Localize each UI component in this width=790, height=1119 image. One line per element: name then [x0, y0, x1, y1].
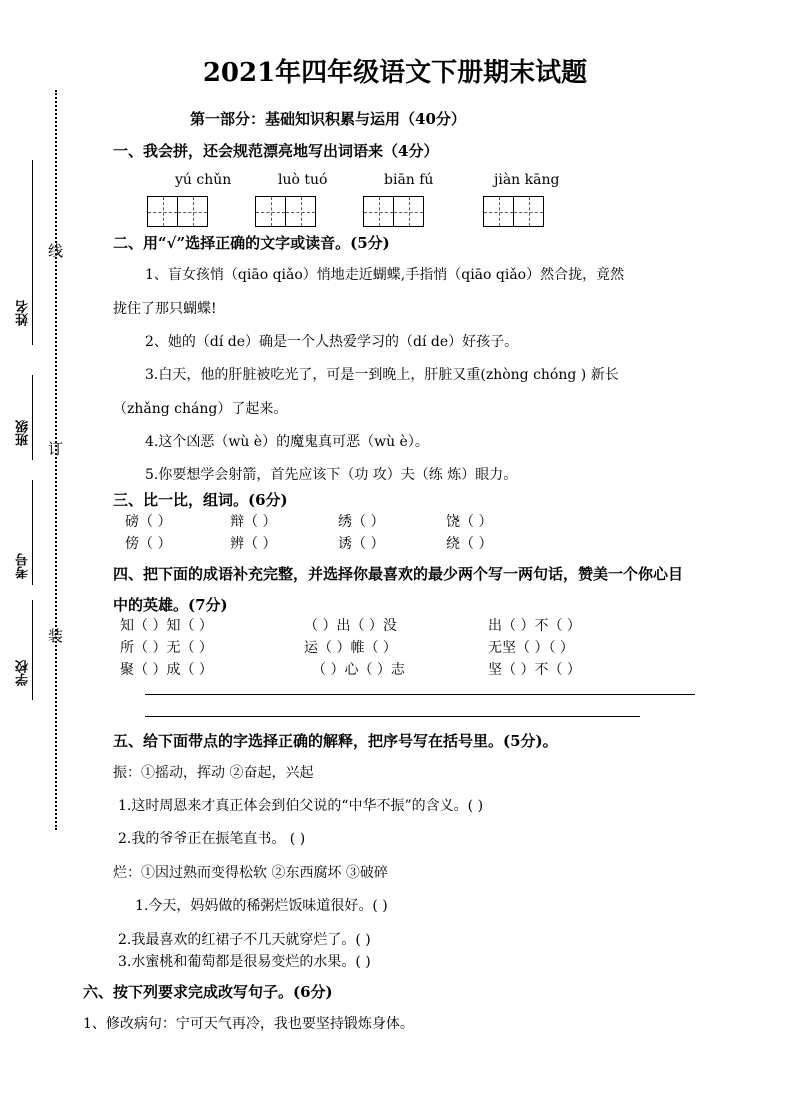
q4-answer-line-2[interactable]	[145, 716, 640, 717]
q1-pinyin-1: yú chǔn	[175, 172, 232, 188]
q3-item: 傍（ ）	[125, 536, 172, 552]
q3-item: 饶（ ）	[446, 514, 493, 530]
q4-idiom: 所（ ）无（ ）	[120, 640, 213, 656]
q3-title: 三、比一比，组词。(6分)	[113, 491, 288, 509]
q6-title: 六、按下列要求完成改写句子。(6分)	[83, 983, 333, 1001]
q5-lan-3: 3.水蜜桃和葡萄都是很易变烂的水果。( )	[118, 954, 371, 970]
q5-lan-2: 2.我最喜欢的红裙子不几天就穿烂了。( )	[118, 932, 371, 948]
q5-zhen-1: 1.这时周恩来才真正体会到伯父说的“中华不振”的含义。( )	[118, 798, 484, 814]
q5-zhen-def: 振：①摇动，挥动 ②奋起，兴起	[113, 765, 314, 781]
q2-line3b: （zhǎng cháng）了起来。	[113, 401, 288, 417]
part1-heading: 第一部分：基础知识积累与运用（40分）	[190, 110, 466, 128]
q4-title2: 中的英雄。(7分)	[113, 596, 228, 614]
side-xian: 线	[48, 242, 64, 260]
side-number-label: 考号	[16, 553, 31, 579]
q2-line2: 2、她的（dí de）确是一个人热爱学习的（dí de）好孩子。	[145, 334, 519, 350]
q4-idiom: 知（ ）知（ ）	[120, 618, 213, 634]
side-class-line	[32, 375, 33, 460]
side-ding: 订	[48, 440, 64, 458]
q5-lan-def: 烂：①因过熟而变得松软 ②东西腐坏 ③破碎	[113, 865, 388, 881]
q4-idiom: 无坚（ ）（ ）	[488, 640, 574, 656]
q4-idiom: 出（ ）不（ ）	[488, 618, 581, 634]
q1-title: 一、我会拼，还会规范漂亮地写出词语来（4分）	[113, 142, 439, 160]
side-number-line	[32, 480, 33, 585]
q2-line5: 5.你要想学会射箭，首先应该下（功 攻）夫（练 炼）眼力。	[145, 467, 518, 483]
q5-title: 五、给下面带点的字选择正确的解释，把序号写在括号里。(5分)。	[113, 732, 558, 750]
q1-grid-3[interactable]	[364, 196, 424, 227]
q4-answer-line-1[interactable]	[145, 694, 695, 695]
side-school-label: 学校	[16, 660, 31, 686]
q2-line1b: 拢住了那只蝴蝶!	[113, 301, 217, 317]
q1-pinyin-4: jiàn kāng	[494, 172, 560, 188]
q1-pinyin-2: luò tuó	[278, 172, 328, 188]
q4-idiom: （ ）心（ ）志	[312, 662, 405, 678]
q2-line1: 1、盲女孩悄（qiāo qiǎo）悄地走近蝴蝶,手指悄（qiāo qiǎo）然合拢，竟然	[145, 267, 625, 283]
q3-item: 诱（ ）	[338, 536, 385, 552]
q3-item: 辨（ ）	[230, 536, 277, 552]
q4-idiom: （ ）出（ ）没	[304, 618, 397, 634]
q5-zhen-2: 2.我的爷爷正在振笔直书。 ( )	[118, 831, 306, 847]
q4-idiom: 坚（ ）不（ ）	[488, 662, 581, 678]
q4-title: 四、把下面的成语补充完整，并选择你最喜欢的最少两个写一两句话，赞美一个你心目	[113, 565, 684, 583]
side-class-label: 班级	[16, 420, 31, 446]
q4-idiom: 运（ ）帷（ ）	[304, 640, 397, 656]
page-title: 2021年四年级语文下册期末试题	[202, 58, 588, 88]
q2-line4: 4.这个凶恶（wù è）的魔鬼真可恶（wù è）。	[145, 434, 429, 450]
q1-grid-4[interactable]	[484, 196, 544, 227]
side-name-line	[32, 160, 33, 345]
binding-dotted-line	[55, 90, 57, 830]
q1-grid-2[interactable]	[256, 196, 316, 227]
q3-item: 绕（ ）	[446, 536, 493, 552]
q6-line1: 1、修改病句：宁可天气再冷，我也要坚持锻炼身体。	[83, 1016, 414, 1032]
q3-item: 辩（ ）	[230, 514, 277, 530]
side-name-label: 姓名	[16, 300, 31, 326]
q2-line3: 3.白天，他的肝脏被吃光了，可是一到晚上，肝脏又重(zhòng chóng ) 新长	[145, 367, 619, 383]
side-school-line	[32, 600, 33, 700]
q5-lan-1: 1.今天，妈妈做的稀粥烂饭味道很好。( )	[135, 898, 388, 914]
q3-item: 磅（ ）	[125, 514, 172, 530]
q2-title: 二、用“√”选择正确的文字或读音。(5分)	[113, 234, 390, 252]
q1-pinyin-3: biān fú	[384, 172, 434, 188]
q3-item: 绣（ ）	[338, 514, 385, 530]
q1-grid-1[interactable]	[148, 196, 208, 227]
side-zhuang: 装	[48, 627, 64, 645]
q4-idiom: 聚（ ）成（ ）	[120, 662, 213, 678]
